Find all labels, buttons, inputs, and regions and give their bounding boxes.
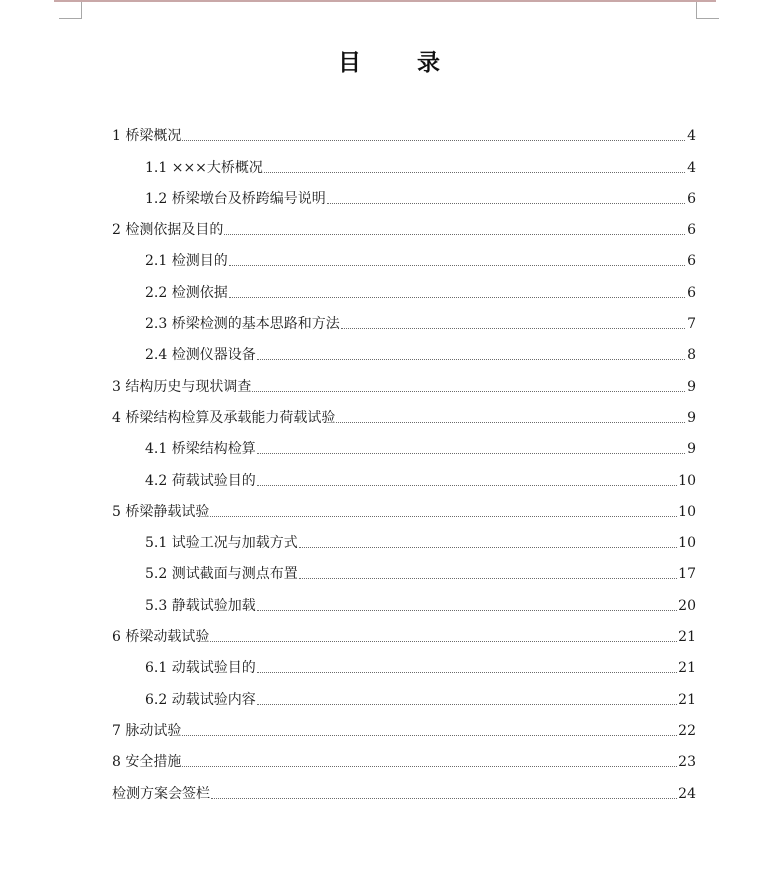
toc-entry-label: 1.1 ×××大桥概况 (145, 159, 263, 176)
toc-entry[interactable] (112, 740, 696, 771)
toc-entry-label: 5.1 试验工况与加载方式 (145, 535, 298, 552)
toc-page-number: 7 (687, 316, 696, 333)
dot-leader (336, 421, 685, 423)
toc-entry[interactable] (112, 521, 696, 552)
toc-entry[interactable] (112, 427, 696, 458)
toc-list (112, 114, 696, 803)
dot-leader (210, 515, 677, 517)
toc-entry-label: 2.1 检测目的 (145, 253, 228, 270)
toc-page-number: 22 (678, 722, 696, 739)
dot-leader (182, 139, 685, 141)
toc-page-number: 21 (678, 660, 696, 677)
dot-leader (252, 390, 685, 392)
toc-entry[interactable] (112, 177, 696, 208)
toc-page-number: 6 (687, 253, 696, 270)
toc-entry[interactable] (112, 208, 696, 239)
dot-leader (327, 202, 685, 204)
toc-entry[interactable] (112, 583, 696, 614)
toc-entry[interactable] (112, 302, 696, 333)
toc-entry[interactable] (112, 364, 696, 395)
toc-page-number: 10 (678, 535, 696, 552)
margin-corner-mark-left (59, 2, 82, 19)
toc-page-number: 21 (678, 691, 696, 708)
toc-entry[interactable] (112, 333, 696, 364)
dot-leader (229, 264, 685, 266)
toc-entry-label: 2.4 检测仪器设备 (145, 347, 256, 364)
toc-page-number: 9 (687, 409, 696, 426)
toc-page-number: 17 (678, 566, 696, 583)
toc-page-number: 6 (687, 190, 696, 207)
toc-page-number: 4 (687, 159, 696, 176)
toc-page-number: 8 (687, 347, 696, 364)
toc-entry-label: 检测方案会签栏 (112, 785, 210, 802)
toc-page-number: 10 (678, 503, 696, 520)
margin-corner-mark-right (696, 2, 719, 19)
toc-entry-label: 6.1 动载试验目的 (145, 660, 256, 677)
toc-entry-label: 2.2 检测依据 (145, 284, 228, 301)
toc-entry[interactable] (112, 552, 696, 583)
toc-entry-label: 2 检测依据及目的 (112, 222, 224, 239)
toc-page-number: 6 (687, 284, 696, 301)
dot-leader (229, 296, 685, 298)
toc-entry-label: 4.1 桥梁结构检算 (145, 441, 256, 458)
toc-entry[interactable] (112, 771, 696, 802)
toc-entry[interactable] (112, 114, 696, 145)
dot-leader (299, 546, 677, 548)
toc-page-number: 10 (678, 472, 696, 489)
toc-entry[interactable] (112, 145, 696, 176)
toc-entry-label: 1.2 桥梁墩台及桥跨编号说明 (145, 190, 326, 207)
toc-entry-label: 1 桥梁概况 (112, 128, 182, 145)
toc-entry-label: 6.2 动载试验内容 (145, 691, 256, 708)
dot-leader (224, 233, 685, 235)
toc-entry-label: 8 安全措施 (112, 754, 182, 771)
dot-leader (257, 452, 685, 454)
toc-entry-label: 5.2 测试截面与测点布置 (145, 566, 298, 583)
dot-leader (182, 734, 677, 736)
toc-entry[interactable] (112, 677, 696, 708)
toc-page-number: 20 (678, 597, 696, 614)
toc-entry[interactable] (112, 458, 696, 489)
dot-leader (264, 171, 685, 173)
toc-entry[interactable] (112, 646, 696, 677)
toc-page-number: 9 (687, 441, 696, 458)
dot-leader (257, 671, 677, 673)
toc-page-number: 21 (678, 629, 696, 646)
dot-leader (257, 609, 677, 611)
dot-leader (341, 327, 685, 329)
toc-entry[interactable] (112, 396, 696, 427)
toc-entry[interactable] (112, 615, 696, 646)
dot-leader (257, 703, 677, 705)
toc-entry[interactable] (112, 490, 696, 521)
dot-leader (257, 484, 677, 486)
dot-leader (211, 797, 677, 799)
toc-entry-label: 4.2 荷载试验目的 (145, 472, 256, 489)
toc-entry-label: 7 脉动试验 (112, 722, 182, 739)
dot-leader (182, 765, 677, 767)
toc-entry[interactable] (112, 709, 696, 740)
dot-leader (210, 640, 677, 642)
toc-page-number: 9 (687, 378, 696, 395)
toc-page-number: 24 (678, 785, 696, 802)
toc-entry-label: 4 桥梁结构检算及承载能力荷载试验 (112, 409, 336, 426)
toc-entry-label: 5 桥梁静载试验 (112, 503, 210, 520)
toc-entry-label: 5.3 静载试验加载 (145, 597, 256, 614)
toc-page-number: 23 (678, 754, 696, 771)
toc-page-number: 4 (687, 128, 696, 145)
toc-page-number: 6 (687, 222, 696, 239)
toc-entry[interactable] (112, 270, 696, 301)
dot-leader (299, 577, 677, 579)
toc-entry-label: 2.3 桥梁检测的基本思路和方法 (145, 316, 340, 333)
toc-entry[interactable] (112, 239, 696, 270)
page-top-border (54, 0, 716, 2)
toc-title: 目 录 (337, 50, 464, 76)
dot-leader (257, 358, 685, 360)
toc-entry-label: 6 桥梁动载试验 (112, 629, 210, 646)
toc-entry-label: 3 结构历史与现状调查 (112, 378, 252, 395)
